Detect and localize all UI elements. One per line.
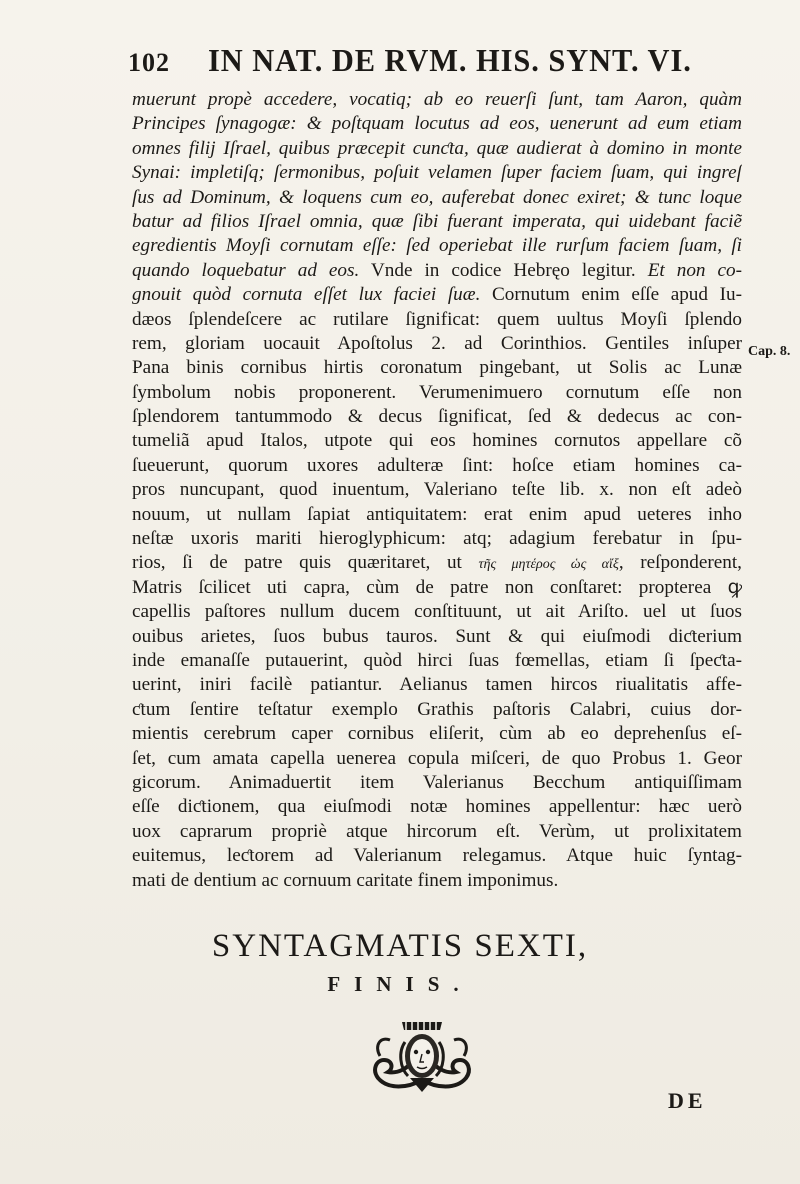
text-segment: gicorum. Animaduertit item Valerianus Becchum antiquiſſimam	[132, 771, 742, 793]
page-header	[128, 36, 748, 86]
text-segment: ƈtum ſentire teſtatur exemplo Grathis paſtoris Calabri, cuius dor-	[132, 698, 742, 720]
text-line	[132, 478, 742, 502]
text-line	[132, 673, 742, 697]
text-line	[132, 259, 742, 283]
text-line	[132, 722, 742, 746]
text-segment: Cornutum enim eſſe apud Iu-	[480, 284, 742, 306]
closing-finis: FINIS.	[327, 972, 473, 996]
italic-segment: Et non co-	[647, 259, 742, 281]
running-title: IN NAT. DE RVM. HIS. SYNT. VI.	[208, 42, 692, 78]
text-line	[132, 234, 742, 258]
greek-phrase: τῆς μητέρος ὡς αἴξ	[478, 557, 619, 573]
text-segment: rem, gloriam uocauit Apoſtolus 2. ad Corinthios. Gentiles inſuper	[132, 332, 742, 354]
text-line	[132, 308, 742, 332]
text-line	[132, 600, 742, 624]
text-line	[132, 820, 742, 844]
text-line	[132, 747, 742, 771]
text-line	[132, 625, 742, 649]
italic-segment: Synai: impletiſq; ſermonibus, poſuit velamen ſuper faciem ſuam, qui ingreſ	[132, 162, 742, 184]
text-segment: , reſponderent,	[618, 552, 742, 574]
text-segment: ſymbolum nobis proponerent. Verumenimuero cornutum eſſe non	[132, 381, 742, 403]
grotesque-mask-icon	[370, 1016, 474, 1098]
text-segment: mati de dentium ac cornuum caritate finem imponimus.	[132, 869, 559, 891]
text-line	[132, 112, 742, 136]
text-line	[132, 332, 742, 356]
closing-title: SYNTAGMATIS SEXTI,	[211, 928, 589, 964]
text-line	[132, 795, 742, 819]
text-segment: neſtæ uxoris mariti hieroglyphicum: atq; adagium ferebatur in ſpu-	[132, 528, 742, 550]
text-segment: ſueuerunt, quorum uxores adulteræ ſint: hoſce etiam homines ca-	[132, 454, 742, 476]
page-number: 102	[128, 48, 170, 77]
text-line	[132, 551, 742, 575]
text-segment: ſet, cum amata capella uenerea copula miſceri, de quo Probus 1. Geor	[132, 747, 742, 769]
text-line	[132, 503, 742, 527]
italic-segment: gnouit quòd cornuta eſſet lux faciei ſuæ.	[132, 284, 481, 306]
text-line	[132, 527, 742, 551]
text-segment: uerint, iniri facilè patiantur. Aelianus tamen hircos riualitatis affe-	[132, 674, 742, 696]
text-line	[132, 283, 742, 307]
text-segment: nouum, ut nullam ſapiat antiquitatem: erat enim apud ueteres inho	[132, 503, 742, 525]
text-line	[132, 186, 742, 210]
text-line	[132, 405, 742, 429]
italic-segment: egredientis Moyſi cornutam eſſe: ſed operiebat ille rurſum faciem ſuam, ſi	[132, 235, 742, 257]
italic-segment: Principes ſynagogæ: & poſtquam locutus ad eos, uenerunt ad eum etiam	[132, 113, 742, 135]
main-text-block	[132, 88, 742, 893]
text-line	[132, 649, 742, 673]
italic-segment: muerunt propè accedere, vocatiq; ab eo reuerſi ſunt, tam Aaron, quàm	[132, 89, 742, 110]
text-line	[132, 454, 742, 478]
text-segment: ouibus arietes, ſuos bubus tauros. Sunt & qui eiuſmodi diƈterium	[132, 625, 742, 647]
text-line	[132, 844, 742, 868]
italic-segment: ſus ad Dominum, & loquens cum eo, auferebat donec exiret; & tunc loque	[132, 186, 742, 208]
margin-note: Cap. 8.	[748, 344, 791, 359]
text-line	[132, 429, 742, 453]
text-segment: uox caprarum propriè atque hircorum eſt. Verùm, ut prolixitatem	[132, 820, 742, 842]
text-segment: dæos ſplendeſcere ac rutilare ſignificat: quem uultus Moyſi ſplendo	[132, 308, 742, 330]
text-segment: Vnde in codice Hebręo legitur.	[359, 259, 648, 281]
text-segment: rios, ſi de patre quis quæritaret, ut	[132, 552, 479, 574]
text-segment: ſplendorem tantummodo & decus ſignificat, ſed & dedecus ac con-	[132, 406, 742, 428]
text-line	[132, 356, 742, 380]
text-line	[132, 869, 742, 893]
text-line	[132, 161, 742, 185]
text-segment: eſſe diƈtionem, qua eiuſmodi notæ homines appellentur: hæc uerò	[132, 796, 742, 818]
text-segment: tumeliã apud Italos, utpote qui eos homines cornutos appellare cõ	[132, 430, 742, 452]
text-line	[132, 210, 742, 234]
text-segment: Matris ſcilicet uti capra, cùm de patre non conſtaret: propterea ꝙ	[132, 576, 742, 598]
text-line	[132, 381, 742, 405]
italic-segment: batur ad filios Iſrael omnia, quæ ſibi fuerant imperata, qui uidebant faciẽ	[132, 210, 742, 232]
text-line	[132, 698, 742, 722]
italic-segment: quando loquebatur ad eos.	[132, 259, 360, 281]
text-line	[132, 137, 742, 161]
text-line	[132, 576, 742, 600]
text-segment: inde emanaſſe putauerint, quòd hirci ſuas fœmellas, etiam ſi ſpeƈta-	[132, 649, 742, 671]
text-segment: Pana binis cornibus hirtis coronatum pingebant, ut Solis ac Lunæ	[132, 357, 742, 379]
text-line	[132, 771, 742, 795]
text-line	[132, 88, 742, 112]
catchword: DE	[668, 1088, 707, 1113]
text-segment: pros nuncupant, quod inuentum, Valeriano teſte lib. x. non eſt adeò	[132, 479, 742, 501]
text-segment: mientis cerebrum caper cornibus eliſerit, cùm ab eo deprehenſus eſ-	[132, 723, 742, 745]
italic-segment: omnes filij Iſrael, quibus præcepit cunƈta, quæ audierat à domino in monte	[132, 137, 742, 159]
text-segment: euitemus, leƈtorem ad Valerianum relegamus. Atque huic ſyntag-	[132, 845, 742, 867]
text-segment: capellis paſtores nullum ducem conſtituunt, ut ait Ariſto. uel ut ſuos	[132, 601, 742, 623]
